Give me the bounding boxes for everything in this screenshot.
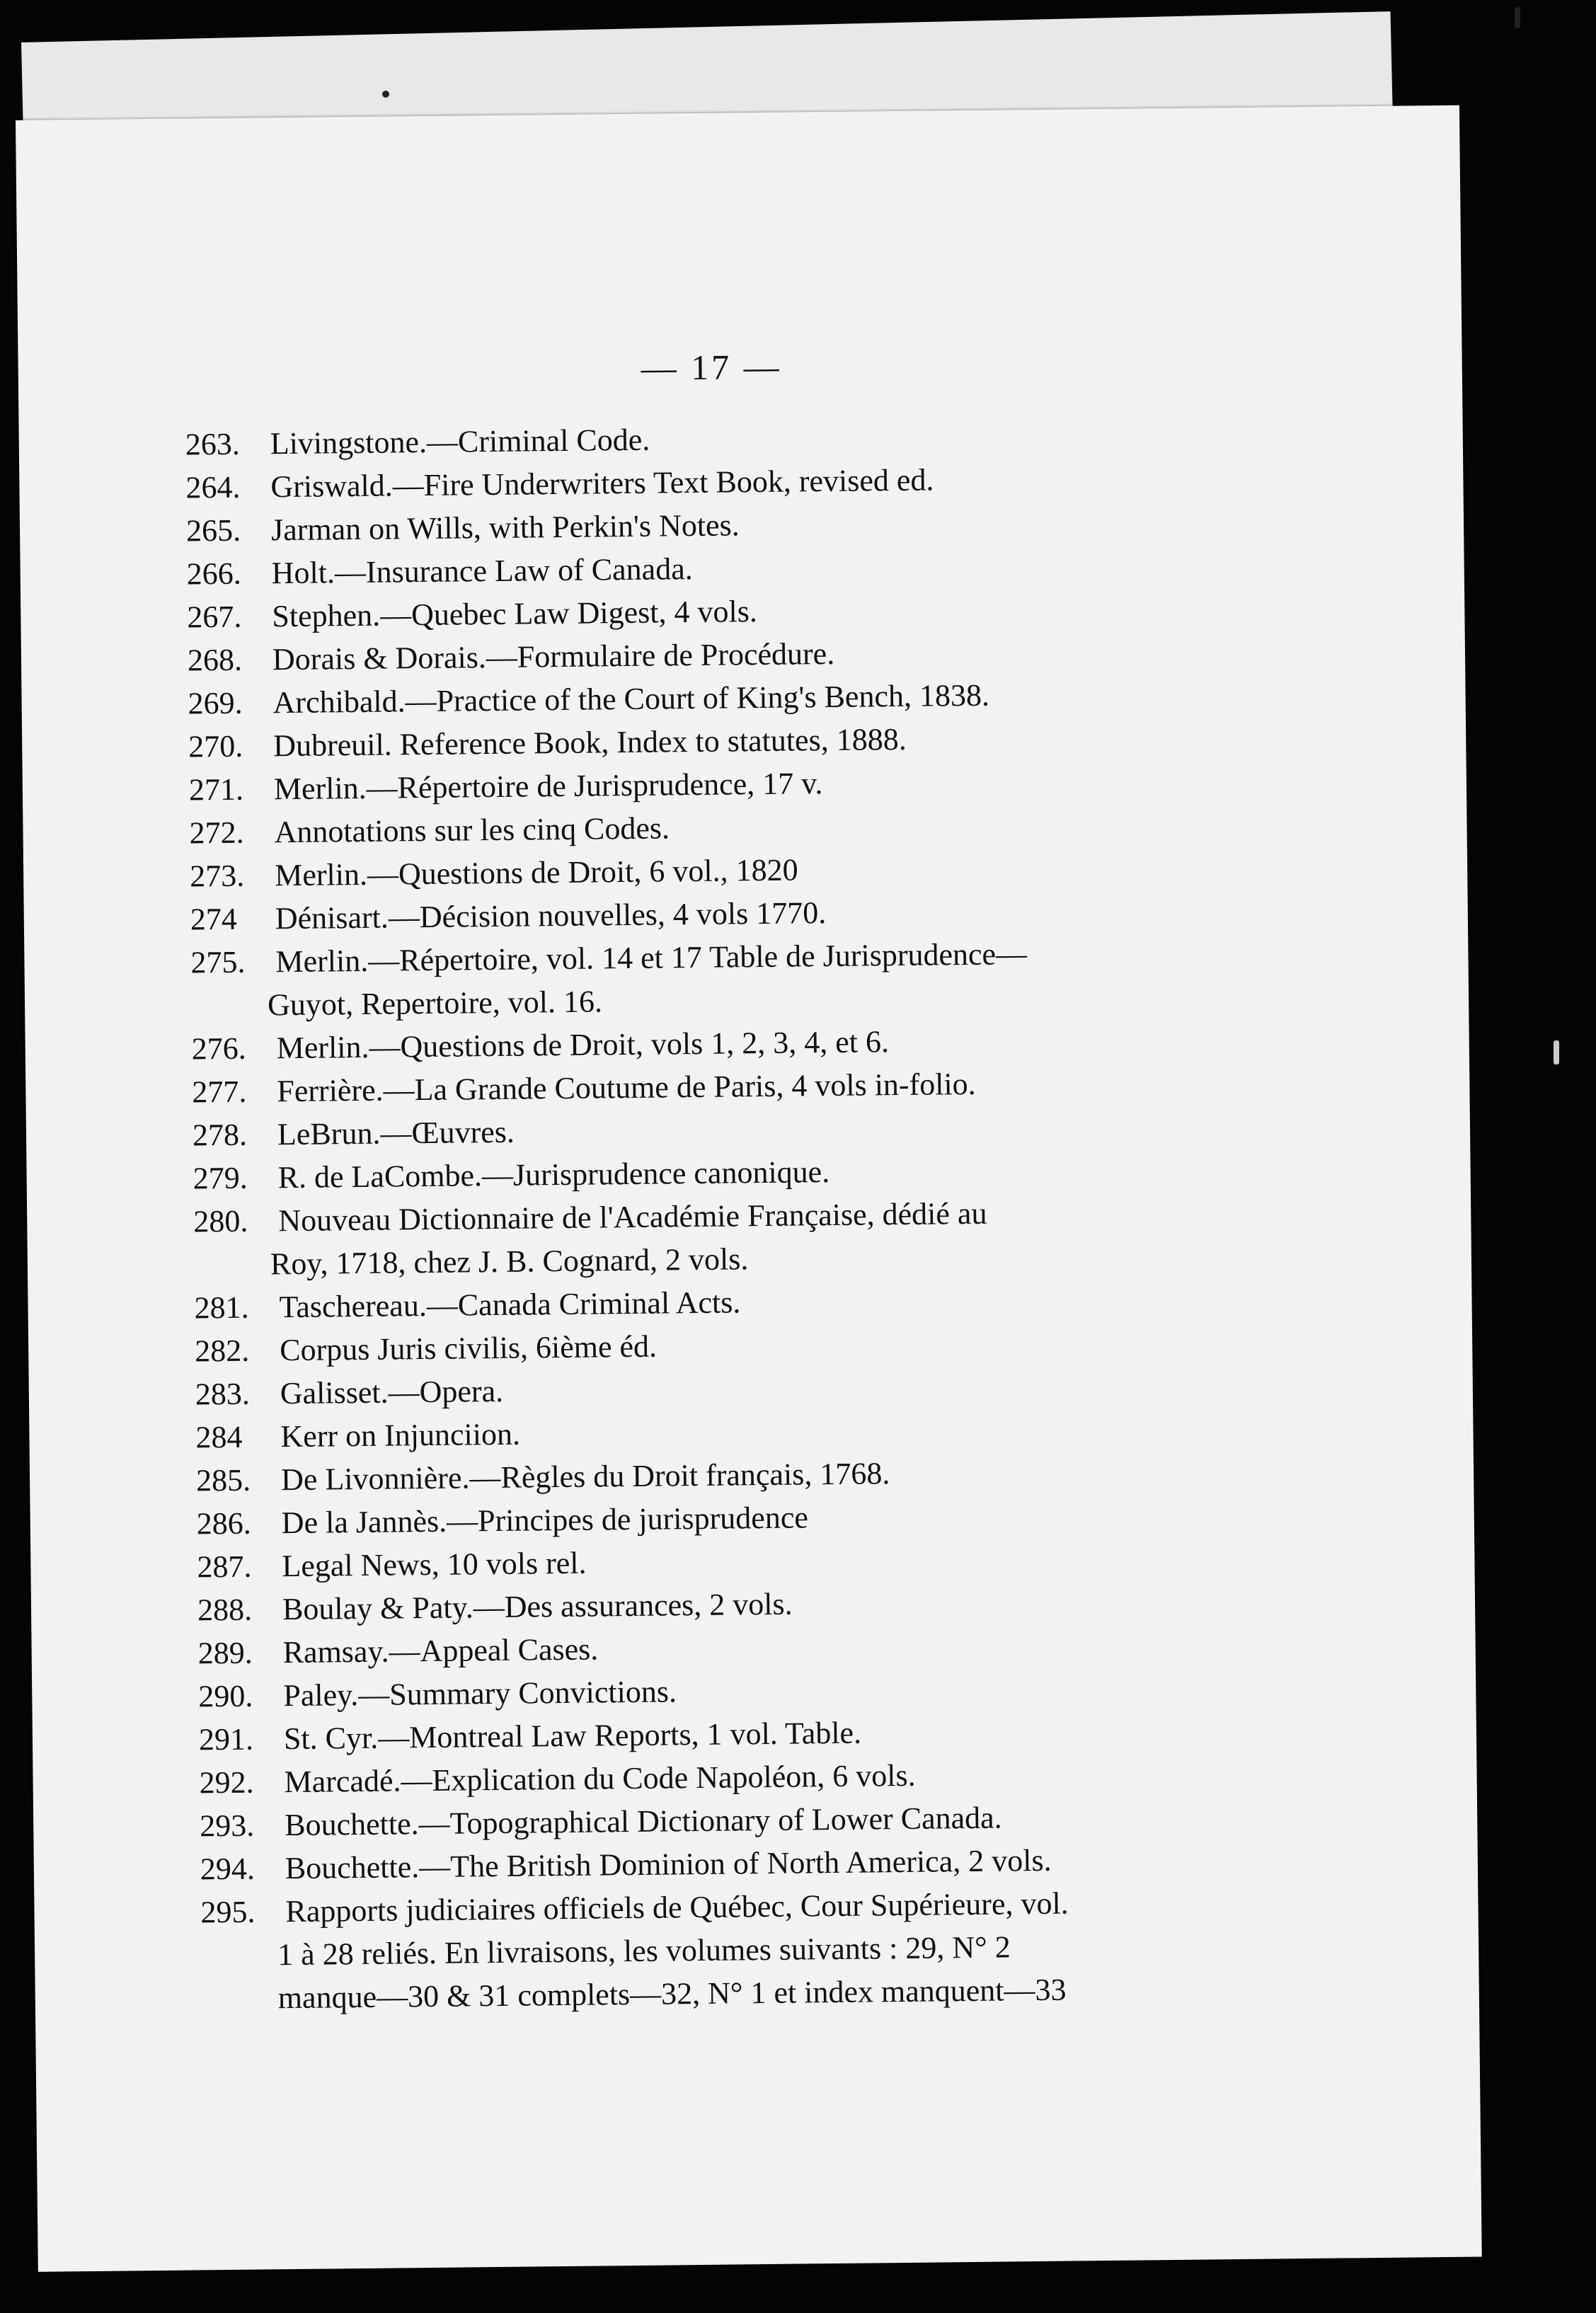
entry-number: 292.: [199, 1764, 254, 1801]
document-page: [16, 105, 1482, 2272]
entry-title-line: Taschereau.—Canada Criminal Acts.: [279, 1285, 741, 1325]
entry-title-line: Dorais & Dorais.—Formulaire de Procédure.: [272, 636, 835, 677]
catalogue-list: [185, 411, 1306, 2020]
entry-title-line: Galisset.—Opera.: [280, 1373, 504, 1411]
entry-continuation-line: Roy, 1718, chez J. B. Cognard, 2 vols.: [270, 1241, 749, 1282]
entry-number: 274: [190, 901, 238, 937]
entry-number: 270.: [188, 728, 243, 764]
entry-title-line: Annotations sur les cinq Codes.: [274, 810, 670, 850]
entry-continuation-line: manque—30 & 31 complets—32, N° 1 et index manquent—33: [277, 1972, 1067, 2016]
entry-title-line: Rapports judiciaires officiels de Québec, Cour Supérieure, vol.: [285, 1886, 1069, 1929]
entry-title-line: De Livonnière.—Règles du Droit français, 1768.: [280, 1456, 890, 1498]
entry-title-line: Merlin.—Questions de Droit, vols 1, 2, 3, 4, et 6.: [276, 1024, 890, 1066]
entry-title-line: Merlin.—Répertoire, vol. 14 et 17 Table de Jurisprudence—: [275, 936, 1028, 980]
entry-title-line: De la Jannès.—Principes de jurisprudence: [281, 1500, 809, 1541]
entry-text: [267, 929, 1295, 1026]
catalogue-entry: [193, 1188, 1298, 1286]
entry-number: 282.: [194, 1333, 250, 1369]
entry-text: [277, 1879, 1306, 2019]
entry-title-line: Corpus Juris civilis, 6ième éd.: [279, 1328, 658, 1368]
entry-number: 294.: [200, 1851, 256, 1887]
entry-number: 285.: [195, 1462, 251, 1498]
entry-title-line: Bouchette.—Topographical Dictionary of Lower Canada.: [284, 1800, 1002, 1843]
entry-number: 287.: [197, 1549, 252, 1585]
entry-text: [270, 1188, 1298, 1285]
entry-number: 289.: [197, 1635, 253, 1671]
entry-title-line: Marcadé.—Explication du Code Napoléon, 6 vols.: [284, 1757, 916, 1800]
entry-continuation-line: 1 à 28 reliés. En livraisons, les volumes suivants : 29, N° 2: [277, 1929, 1011, 1973]
entry-title-line: Bouchette.—The British Dominion of North America, 2 vols.: [285, 1842, 1052, 1886]
entry-title-line: Griswald.—Fire Underwriters Text Book, revised ed.: [270, 462, 934, 505]
entry-title-line: Stephen.—Quebec Law Digest, 4 vols.: [272, 594, 758, 634]
entry-continuation-line: Guyot, Repertoire, vol. 16.: [267, 984, 603, 1023]
entry-title-line: Dénisart.—Décision nouvelles, 4 vols 1770.: [275, 895, 827, 936]
entry-number: 268.: [187, 642, 243, 678]
entry-number: 291.: [198, 1721, 254, 1757]
entry-number: 295.: [200, 1894, 256, 1930]
entry-number: 284: [195, 1419, 243, 1455]
speck: [1554, 1040, 1559, 1064]
entry-title-line: Ramsay.—Appeal Cases.: [282, 1631, 599, 1670]
entry-title-line: Paley.—Summary Convictions.: [283, 1674, 677, 1714]
catalogue-entry: [190, 929, 1295, 1027]
entry-title-line: Dubreuil. Reference Book, Index to statutes, 1888.: [273, 721, 907, 764]
entry-title-line: Ferrière.—La Grande Coutume de Paris, 4 vols in-folio.: [277, 1066, 976, 1109]
entry-title-line: St. Cyr.—Montreal Law Reports, 1 vol. Table.: [283, 1715, 862, 1757]
entry-number: 263.: [185, 426, 241, 462]
entry-number: 283.: [195, 1376, 251, 1412]
entry-title-line: Merlin.—Questions de Droit, 6 vol., 1820: [274, 852, 798, 893]
entry-title-line: R. de LaCombe.—Jurisprudence canonique.: [277, 1154, 830, 1195]
entry-title-line: Holt.—Insurance Law of Canada.: [271, 551, 693, 591]
entry-number: 279.: [193, 1160, 248, 1196]
entry-title-line: Legal News, 10 vols rel.: [282, 1545, 587, 1584]
entry-number: 286.: [196, 1505, 252, 1542]
entry-title-line: Nouveau Dictionnaire de l'Académie Française, dédié au: [278, 1195, 987, 1239]
speck: [382, 91, 389, 98]
entry-title-line: Archibald.—Practice of the Court of King's Bench, 1838.: [272, 677, 990, 721]
entry-title-line: Kerr on Injunciion.: [280, 1416, 521, 1454]
entry-title-line: Merlin.—Répertoire de Jurisprudence, 17 v.: [273, 766, 823, 807]
speck: [1515, 7, 1520, 28]
entry-number: 281.: [194, 1290, 249, 1326]
entry-number: 278.: [192, 1117, 248, 1153]
entry-number: 276.: [191, 1031, 247, 1067]
entry-number: 272.: [189, 815, 244, 851]
entry-title-line: Jarman on Wills, with Perkin's Notes.: [270, 507, 740, 548]
entry-title-line: LeBrun.—Œuvres.: [277, 1114, 515, 1152]
entry-number: 273.: [189, 858, 245, 894]
entry-number: 269.: [188, 685, 243, 721]
entry-number: 266.: [186, 556, 241, 592]
entry-number: 264.: [185, 469, 241, 505]
entry-title-line: Livingstone.—Criminal Code.: [270, 422, 650, 461]
page-number: — 17 —: [641, 346, 782, 388]
catalogue-entry: [200, 1879, 1306, 2020]
entry-number: 267.: [187, 599, 242, 635]
entry-number: 277.: [192, 1074, 247, 1110]
entry-number: 265.: [185, 512, 241, 549]
entry-number: 290.: [198, 1678, 253, 1714]
entry-number: 293.: [199, 1808, 255, 1844]
entry-number: 280.: [193, 1203, 248, 1239]
entry-title-line: Boulay & Paty.—Des assurances, 2 vols.: [282, 1586, 793, 1627]
entry-number: 271.: [188, 771, 244, 808]
entry-number: 275.: [190, 944, 246, 980]
entry-number: 288.: [197, 1592, 253, 1628]
